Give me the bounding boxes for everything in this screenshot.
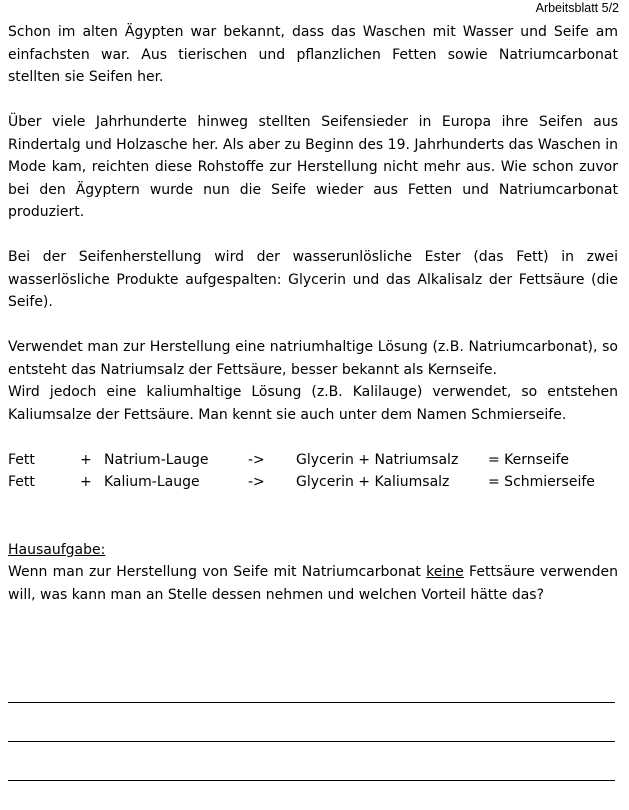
paragraph-kernseife: Verwendet man zur Herstellung eine natriumhaltige Lösung (z.B. Natriumcarbonat), so entsteht das Natriumsalz der Fettsäure, besser bekannt als Kernseife. <box>8 339 618 378</box>
homework-text-after: Fettsäure verwenden will, was kann man an Stelle dessen nehmen und welchen Vorteil hätte das? <box>8 564 618 603</box>
reaction-equations <box>8 449 618 494</box>
equation-arrow: -> <box>248 451 265 468</box>
paragraph-egypt: Schon im alten Ägypten war bekannt, dass das Waschen mit Wasser und Seife am einfachsten war. Aus tierischen und pflanzlichen Fetten sowie Natriumcarbonat stellten sie Seifen her. <box>8 24 618 85</box>
answer-line[interactable] <box>8 741 615 742</box>
equation-products: Glycerin + Natriumsalz <box>296 451 459 468</box>
paragraph-history: Über viele Jahrhunderte hinweg stellten Seifensieder in Europa ihre Seifen aus Rindertalg und Holzasche her. Als aber zu Beginn des 19. Jahrhunderts das Waschen in Mode kam, reichten diese Rohstoffe zur Herstellung nicht mehr aus. Wie schon zuvor bei den Ägyptern wurde nun die Seife wieder aus Fetten und Natriumcarbonat produziert. <box>8 114 618 220</box>
paragraph-schmierseife: Wird jedoch eine kaliumhaltige Lösung (z.B. Kalilauge) verwendet, so entstehen Kaliumsalze der Fettsäure. Man kennt sie auch unter dem Namen Schmierseife. <box>8 384 618 423</box>
equation-result: = Schmierseife <box>488 474 595 490</box>
equation-reactant: Fett <box>8 451 35 468</box>
homework-question <box>8 561 618 606</box>
equation-base: Natrium-Lauge <box>104 451 209 468</box>
equation-products: Glycerin + Kaliumsalz <box>296 474 450 490</box>
equation-arrow: -> <box>248 474 265 490</box>
homework-text-before: Wenn man zur Herstellung von Seife mit Natriumcarbonat <box>8 564 427 580</box>
worksheet-content <box>8 21 618 606</box>
homework-title: Hausaufgabe: <box>8 541 106 558</box>
answer-line[interactable] <box>8 780 615 781</box>
equation-reactant: Fett <box>8 474 35 490</box>
equation-plus: + <box>80 451 92 468</box>
equation-plus: + <box>80 474 92 490</box>
equation-result: = Kernseife <box>488 451 569 468</box>
sheet-label: Arbeitsblatt 5/2 <box>535 1 619 15</box>
homework-emphasis: keine <box>426 564 464 580</box>
paragraph-saponification: Bei der Seifenherstellung wird der wasserunlösliche Ester (das Fett) in zwei wasserlösliche Produkte aufgespalten: Glycerin und das Alkalisalz der Fettsäure (die Seife). <box>8 249 618 310</box>
answer-line[interactable] <box>8 702 615 703</box>
equation-base: Kalium-Lauge <box>104 474 200 490</box>
